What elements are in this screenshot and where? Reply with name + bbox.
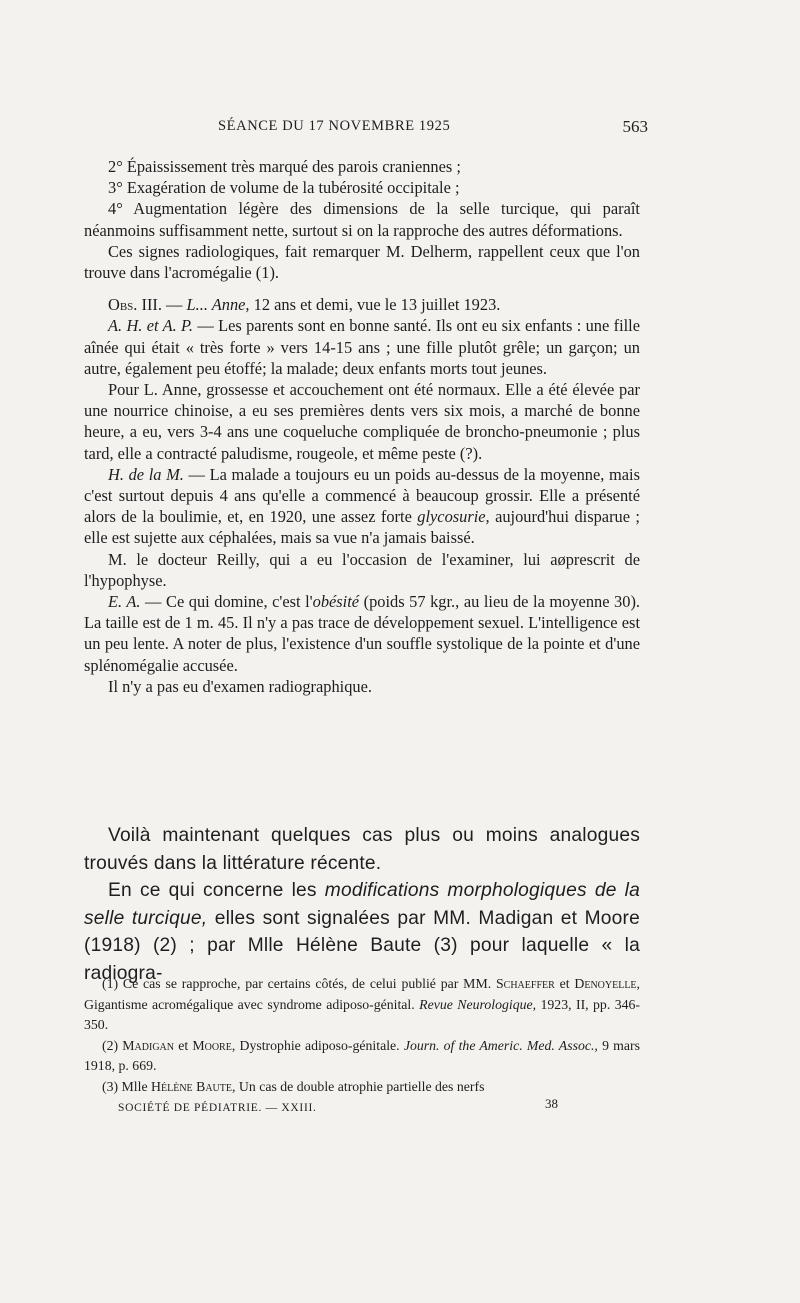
literature-intro: Voilà maintenant quelques cas plus ou moins analogues trouvés dans la littérature récente. (84, 825, 640, 874)
patient-name: L... Anne, (186, 295, 250, 315)
literature-italic: modifications morphologiques de la selle turcique, (84, 880, 640, 929)
footnote-1-text-d: 1923, II, pp. 346-350. (84, 996, 640, 1032)
footnote-1 (84, 974, 640, 1036)
signature-line (84, 1096, 640, 1124)
footnote-1-author-2: Denoyelle (574, 976, 637, 991)
footnote-3-text-b: , Un cas de double atrophie partielle des nerfs (231, 1078, 485, 1094)
footnote-2-author-2: Moore (192, 1037, 232, 1053)
footnote-1-journal: Revue Neurologique, (419, 996, 537, 1012)
main-text (84, 156, 640, 697)
observation-details: 12 ans et demi, vue le 13 juillet 1923. (249, 295, 501, 315)
observation-label: Obs. III. — (108, 295, 187, 315)
list-item-4: 4° Augmentation légère des dimensions de la selle turcique, qui paraît néanmoins suffisamment nette, surtout si on la rapproche des autres déformations. (84, 199, 640, 240)
literature-paragraph (84, 877, 640, 987)
current-state-paragraph (84, 591, 640, 676)
current-state-label: E. A. (108, 592, 141, 612)
reilly-paragraph: M. le docteur Reilly, qui a eu l'occasion de l'examiner, lui aøprescrit de l'hypophyse. (84, 549, 640, 590)
personal-history-paragraph: Pour L. Anne, grossesse et accouchement ont été normaux. Elle a été élevée par une nourrice chinoise, a eu ses premières dents vers six mois, a marché de bonne heure, a eu, vers 3-4 ans une coqueluche compliquée de broncho-pneumonie ; plus tard, elle a contracté paludisme, rougeole, et même peste (?). (84, 380, 640, 463)
footnote-2-text-d: 9 mars 1918, p. 669. (84, 1037, 640, 1073)
footnote-1-text-b: et (554, 976, 575, 991)
page-number: 563 (622, 117, 648, 136)
list-item-3: 3° Exagération de volume de la tubérosité occipitale ; (108, 178, 460, 198)
running-head (0, 118, 800, 142)
signature-text: SOCIÉTÉ DE PÉDIATRIE. — XXIII. (118, 1102, 317, 1114)
footnote-3 (84, 1077, 640, 1098)
family-history-text: — Les parents sont en bonne santé. Ils ont eu six enfants : une fille aînée qui était « très forte » vers 14-15 ans ; une fille plutôt grêle; un garçon; un autre, également peu étoffé; la malade; deux enfants morts tout jeunes. (84, 316, 641, 378)
footnote-3-text-a: (3) Mlle (102, 1078, 152, 1094)
observation-heading (84, 294, 640, 315)
footnote-2-text-c: , Dystrophie adiposo-génitale. (231, 1037, 404, 1053)
disease-history-label: H. de la M. (108, 464, 184, 484)
glycosuria-term: glycosurie, (417, 507, 490, 527)
radiography-note: Il n'y a pas eu d'examen radiographique. (108, 676, 372, 696)
footnote-2-text-a: (2) (102, 1037, 123, 1053)
radiology-paragraph: Ces signes radiologiques, fait remarquer M. Delherm, rappellent ceux que l'on trouve dans l'acromégalie (1). (84, 241, 640, 283)
family-history-label: A. H. et A. P. (108, 316, 194, 336)
footnotes (84, 974, 640, 1097)
footnote-2-author-1: Madigan (122, 1037, 174, 1053)
literature-section (84, 822, 640, 987)
footnote-1-text-c: , Gigantisme acromégalique avec syndrome adiposo-génital. (84, 976, 640, 1012)
disease-history-text-1: — La malade a toujours eu un poids au-dessus de la moyenne, mais c'est surtout depuis 4 ans qu'elle a commencé à beaucoup grossir. Elle a présenté alors de la boulimie, et, en 1920, une assez forte (84, 464, 640, 527)
family-history-paragraph (84, 315, 640, 379)
current-state-text-1: — Ce qui domine, c'est l' (140, 592, 313, 612)
footnote-2-journal: Journ. of the Americ. Med. Assoc., (403, 1037, 598, 1053)
current-state-text-2: (poids 57 kgr., au lieu de la moyenne 30). La taille est de 1 m. 45. Il n'y a pas trace de développement sexuel. L'intelligence est un peu lente. A noter de plus, l'existence d'un souffle systolique de la pointe et d'une splénomégalie accusée. (84, 592, 640, 675)
footnote-1-text-a: (1) Ce cas se rapproche, par certains côtés, de celui publié par MM. (102, 976, 496, 991)
list-item-2: 2° Épaississement très marqué des parois craniennes ; (108, 157, 461, 176)
footnote-1-author-1: Schaeffer (495, 976, 555, 991)
literature-text-b: elles sont signalées par MM. Madigan et Moore (1918) (2) ; par Mlle Hélène Baute (3) pour laquelle « la radiogra- (84, 907, 641, 984)
disease-history-paragraph (84, 464, 640, 549)
literature-text-a: En ce qui concerne les (108, 880, 325, 901)
obesity-term: obésité (312, 592, 360, 612)
footnote-2 (84, 1036, 640, 1077)
footnote-2-text-b: et (174, 1037, 193, 1053)
signature-number: 38 (545, 1096, 558, 1111)
footnote-3-author: Hélène Baute (151, 1078, 232, 1094)
running-title: SÉANCE DU 17 NOVEMBRE 1925 (218, 118, 451, 134)
disease-history-text-2: aujourd'hui disparue ; elle est sujette aux céphalées, mais sa vue n'a jamais baissé. (84, 507, 640, 548)
